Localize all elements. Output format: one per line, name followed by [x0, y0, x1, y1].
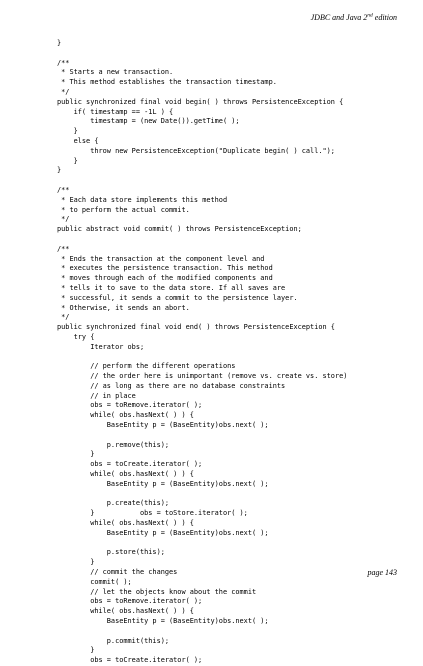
- code-line: /**: [57, 185, 70, 194]
- code-line: else {: [57, 136, 99, 145]
- code-line: * Each data store implements this method: [57, 195, 228, 204]
- code-line: // the order here is unimportant (remove vs. create vs. store): [57, 372, 348, 381]
- code-line: * Starts a new transaction.: [57, 68, 174, 77]
- header-title-suffix: edition: [372, 13, 397, 22]
- code-line: while( obs.hasNext( ) ) {: [57, 470, 194, 479]
- code-line: */: [57, 87, 70, 96]
- header-title-main: JDBC and Java 2: [310, 13, 368, 22]
- code-line: }: [57, 450, 95, 459]
- code-line: } obs = toStore.iterator( );: [57, 509, 248, 518]
- code-line: }: [57, 39, 62, 47]
- code-line: p.remove(this);: [57, 440, 170, 449]
- code-line: BaseEntity p = (BaseEntity)obs.next( );: [57, 617, 269, 626]
- code-line: * successful, it sends a commit to the persistence layer.: [57, 293, 298, 302]
- code-line: // commit the changes: [57, 568, 178, 577]
- header-title-superscript: nd: [367, 12, 373, 19]
- code-line: try {: [57, 332, 95, 341]
- code-line: }: [57, 166, 62, 175]
- running-header: [311, 13, 397, 22]
- code-line: Iterator obs;: [57, 342, 145, 351]
- code-line: while( obs.hasNext( ) ) {: [57, 411, 194, 420]
- code-line: [57, 353, 347, 363]
- code-line: timestamp = (new Date()).getTime( );: [57, 117, 240, 126]
- code-line: }: [57, 156, 78, 165]
- code-line: }: [57, 646, 95, 655]
- code-line: * tells it to save to the data store. If all saves are: [57, 283, 286, 292]
- code-line: public synchronized final void begin( ) throws PersistenceException {: [57, 97, 344, 106]
- code-line: // in place: [57, 391, 136, 400]
- code-line: [57, 539, 347, 549]
- code-line: /**: [57, 58, 70, 67]
- code-line: obs = toCreate.iterator( );: [57, 460, 203, 469]
- code-line: [57, 49, 347, 59]
- code-line: }: [57, 558, 95, 567]
- code-line: /**: [57, 244, 70, 253]
- code-line: if( timestamp == -1L ) {: [57, 107, 174, 116]
- code-line: public synchronized final void end( ) throws PersistenceException {: [57, 323, 335, 332]
- code-listing: [57, 39, 347, 666]
- code-line: obs = toRemove.iterator( );: [57, 401, 203, 410]
- code-line: p.commit(this);: [57, 636, 170, 645]
- code-line: BaseEntity p = (BaseEntity)obs.next( );: [57, 421, 269, 430]
- code-line: [57, 176, 347, 186]
- code-line: [57, 431, 347, 441]
- code-line: * Otherwise, it sends an abort.: [57, 303, 190, 312]
- code-line: * Ends the transaction at the component level and: [57, 254, 265, 263]
- code-line: }: [57, 127, 78, 136]
- code-line: */: [57, 215, 70, 224]
- code-line: public abstract void commit( ) throws PersistenceException;: [57, 225, 302, 234]
- code-line: * executes the persistence transaction. This method: [57, 264, 273, 273]
- code-line: // perform the different operations: [57, 362, 236, 371]
- code-line: p.store(this);: [57, 548, 165, 557]
- code-line: while( obs.hasNext( ) ) {: [57, 519, 194, 528]
- code-line: // as long as there are no database constraints: [57, 381, 286, 390]
- code-line: * to perform the actual commit.: [57, 205, 190, 214]
- code-line: [57, 627, 347, 637]
- page-number: page 143: [367, 568, 397, 577]
- code-line: * This method establishes the transaction timestamp.: [57, 78, 277, 87]
- code-line: BaseEntity p = (BaseEntity)obs.next( );: [57, 479, 269, 488]
- code-line: obs = toRemove.iterator( );: [57, 597, 203, 606]
- code-line: */: [57, 313, 70, 322]
- code-line: [57, 490, 347, 500]
- code-line: * moves through each of the modified components and: [57, 274, 273, 283]
- code-line: commit( );: [57, 577, 132, 586]
- code-line: // let the objects know about the commit: [57, 587, 257, 596]
- code-line: obs = toCreate.iterator( );: [57, 656, 203, 665]
- code-line: [57, 235, 347, 245]
- code-line: p.create(this);: [57, 499, 170, 508]
- code-line: throw new PersistenceException("Duplicate begin( ) call.");: [57, 146, 335, 155]
- code-line: BaseEntity p = (BaseEntity)obs.next( );: [57, 528, 269, 537]
- code-line: while( obs.hasNext( ) ) {: [57, 607, 194, 616]
